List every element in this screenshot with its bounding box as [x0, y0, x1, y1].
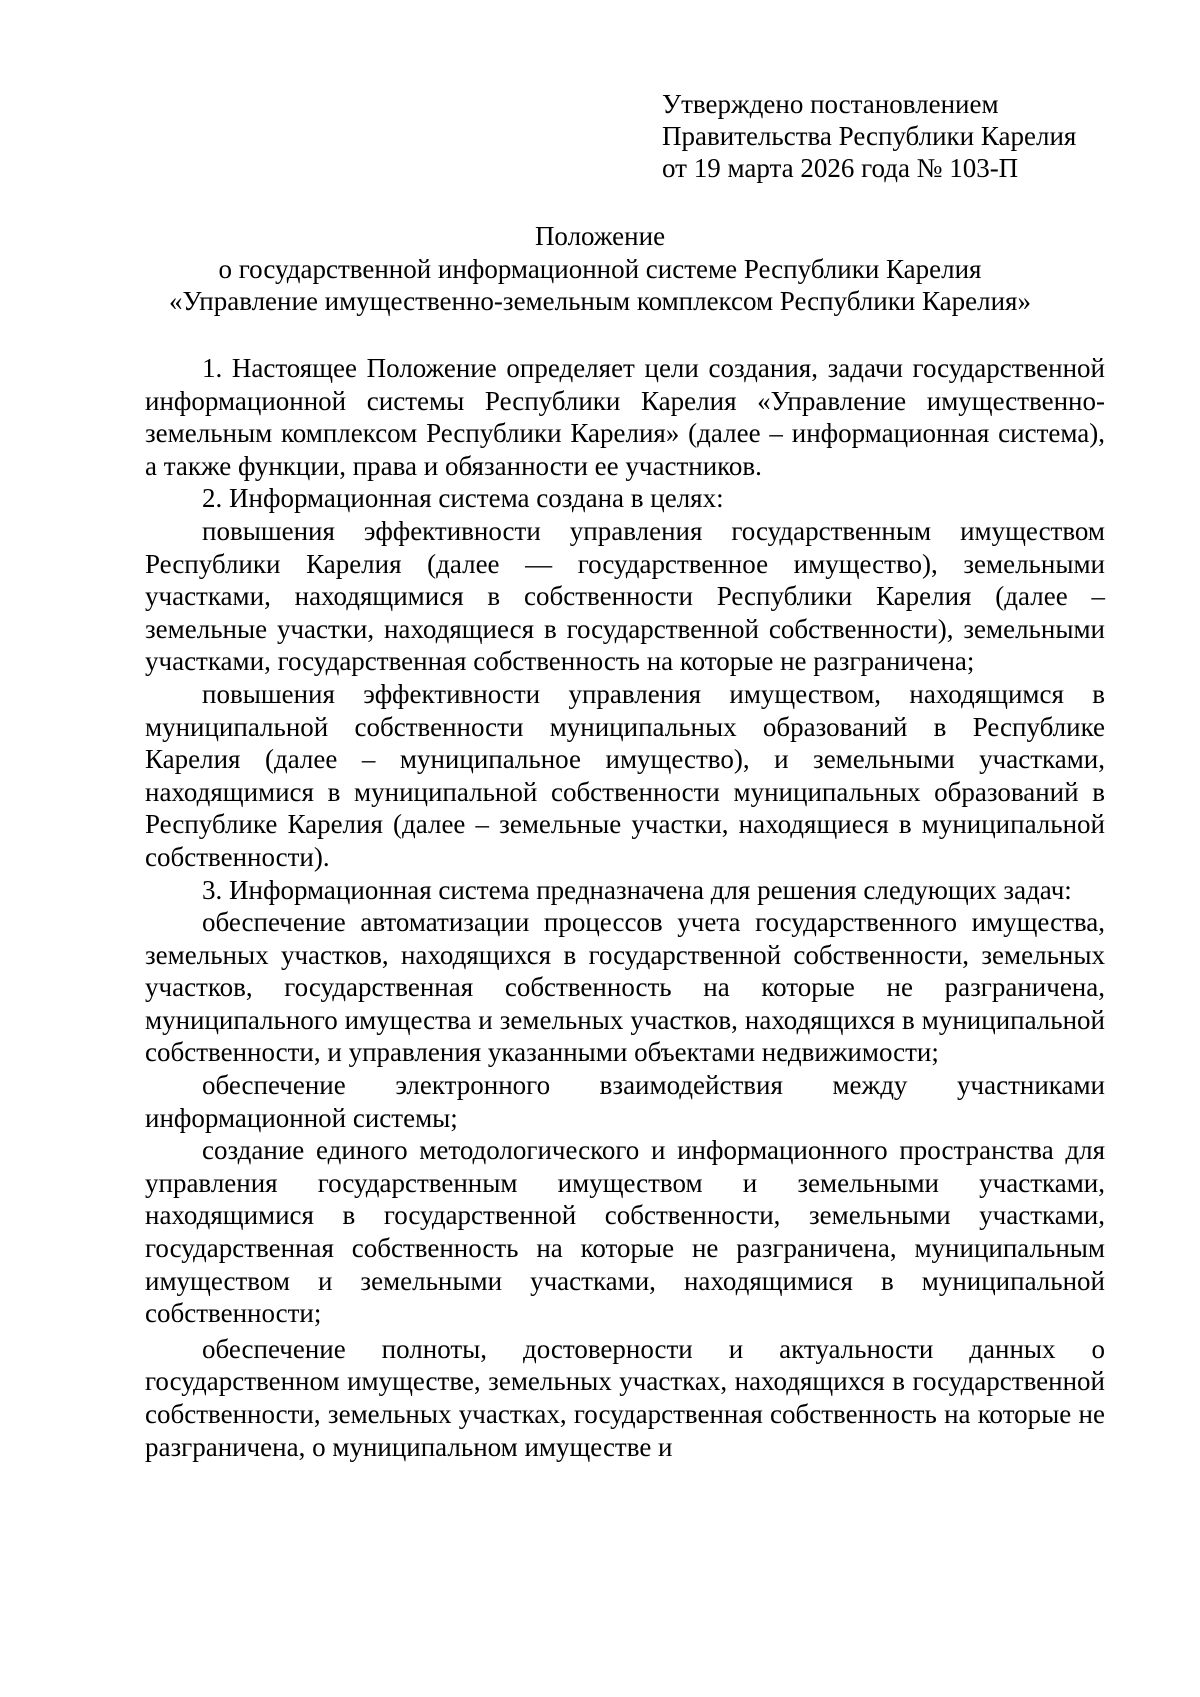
title-line-1: Положение	[534, 221, 666, 251]
title-line-2: о государственной информационной системе Республики Карелия	[218, 253, 982, 284]
approval-stamp-block	[662, 88, 1162, 184]
paragraph-2-goal-2: повышения эффективности управления имуществом, находящимся в муниципальной собственности муниципальных образований в Республике Карелия (далее – муниципальное имущество), и земельными участками, находящимися в муниципальной собственности муниципальных образований в Республике Карелия (далее – земельные участки, находящиеся в муниципальной собственности).	[145, 678, 1105, 872]
paragraph-3-task-2: обеспечение электронного взаимодействия между участниками информационной системы;	[145, 1070, 1105, 1133]
paragraph-3-task-1: обеспечение автоматизации процессов учета государственного имущества, земельных участков, находящихся в государственной собственности, земельных участков, государственная собственность на которые не разграничена, муниципального имущества и земельных участков, находящихся в муниципальной собственности, и управления указанными объектами недвижимости;	[145, 907, 1105, 1068]
paragraph-3-task-4: обеспечение полноты, достоверности и актуальности данных о государственном имуществе, земельных участках, находящихся в государственной собственности, земельных участках, государственная собственность на которые не разграничена, о муниципальном имуществе и	[145, 1333, 1105, 1462]
paragraph-3: 3. Информационная система предназначена для решения следующих задач:	[202, 874, 1072, 905]
document-title	[100, 220, 1100, 318]
paragraph-2: 2. Информационная система создана в целях:	[202, 483, 724, 514]
title-line-3: «Управление имущественно-земельным комплексом Республики Карелия»	[169, 286, 1031, 316]
paragraph-1: 1. Настоящее Положение определяет цели создания, задачи государственной информационной системы Республики Карелия «Управление имущественно-земельным комплексом Республики Карелия» (далее – информационная система), а также функции, права и обязанности ее участников.	[145, 353, 1105, 481]
approval-line-2: Правительства Республики Карелия	[662, 121, 1077, 151]
approval-line-1: Утверждено постановлением	[662, 89, 999, 119]
approval-line-3: от 19 марта 2026 года № 103-П	[662, 153, 1019, 183]
document-body	[145, 352, 1105, 1463]
paragraph-2-goal-1: повышения эффективности управления государственным имуществом Республики Карелия (далее — государственное имущество), земельными участками, находящимися в собственности Республики Карелия (далее – земельные участки, находящиеся в государственной собственности), земельными участками, государственная собственность на которые не разграничена;	[145, 515, 1105, 677]
paragraph-3-task-3: создание единого методологического и информационного пространства для управления государственным имуществом и земельными участками, находящимися в государственной собственности, земельными участками, государственная собственность на которые не разграничена, муниципальным имуществом и земельными участками, находящимися в муниципальной собственности;	[145, 1135, 1105, 1329]
